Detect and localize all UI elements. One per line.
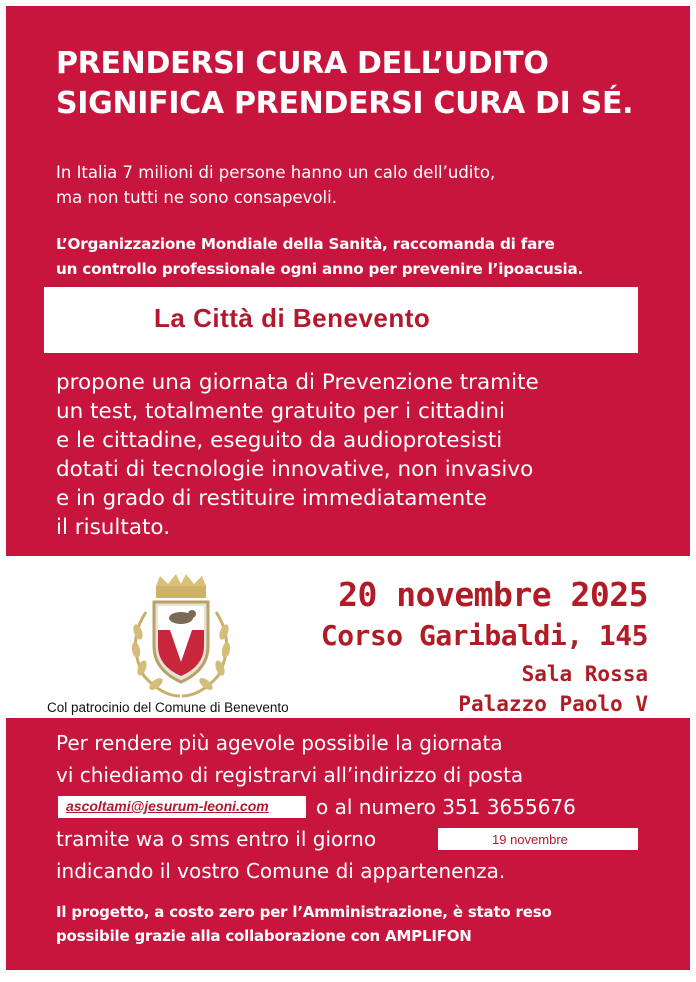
benevento-coat-of-arms-icon [118,572,244,702]
city-banner [44,287,638,353]
intro-line-2: ma non tutti ne sono consapevoli. [56,188,337,207]
intro-paragraph [56,160,656,210]
registration-line-1: Per rendere più agevole possibile la giornata [56,731,503,755]
description-line-5: e in grado di restituire immediatamente [56,486,487,511]
event-date: 20 novembre 2025 [338,575,648,614]
headline-line-1: PRENDERSI CURA DELL’UDITO [56,46,549,81]
description-line-3: e le cittadine, eseguito da audioprotesisti [56,428,503,453]
city-name: La Città di Benevento [154,303,431,333]
description-line-2: un test, totalmente gratuito per i cittadini [56,399,506,424]
who-recommendation [56,232,676,282]
email-link[interactable]: ascoltami@jesurum-leoni.com [66,798,269,814]
event-address: Corso Garibaldi, 145 [320,619,648,652]
footer-line-1: Il progetto, a costo zero per l’Amministrazione, è stato reso [56,903,552,921]
registration-line-2: vi chiediamo di registrarvi all’indirizzo di posta [56,763,524,787]
footer-note [56,900,676,948]
event-room: Sala Rossa [521,662,648,686]
event-description [56,368,656,542]
who-line-2: un controllo professionale ogni anno per prevenire l’ipoacusia. [56,260,584,278]
intro-line-1: In Italia 7 milioni di persone hanno un calo dell’udito, [56,163,496,182]
description-line-6: il risultato. [56,515,171,540]
footer-line-2: possibile grazie alla collaborazione con AMPLIFON [56,927,472,945]
who-line-1: L’Organizzazione Mondiale della Sanità, raccomanda di fare [56,235,555,253]
patronage-caption: Col patrocinio del Comune di Benevento [47,700,289,715]
email-box [58,796,306,818]
registration-line-5: indicando il vostro Comune di appartenenza. [56,859,506,883]
headline-line-2: SIGNIFICA PRENDERSI CURA DI SÉ. [56,86,634,121]
registration-line-4: tramite wa o sms entro il giorno [56,827,377,851]
phone-text: o al numero 351 3655676 [316,795,576,819]
headline [56,44,676,124]
description-line-1: propone una giornata di Prevenzione tramite [56,370,539,395]
deadline-date: 19 novembre [492,832,568,847]
deadline-box [438,828,638,850]
description-line-4: dotati di tecnologie innovative, non invasivo [56,457,534,482]
event-palace: Palazzo Paolo V [458,692,648,716]
